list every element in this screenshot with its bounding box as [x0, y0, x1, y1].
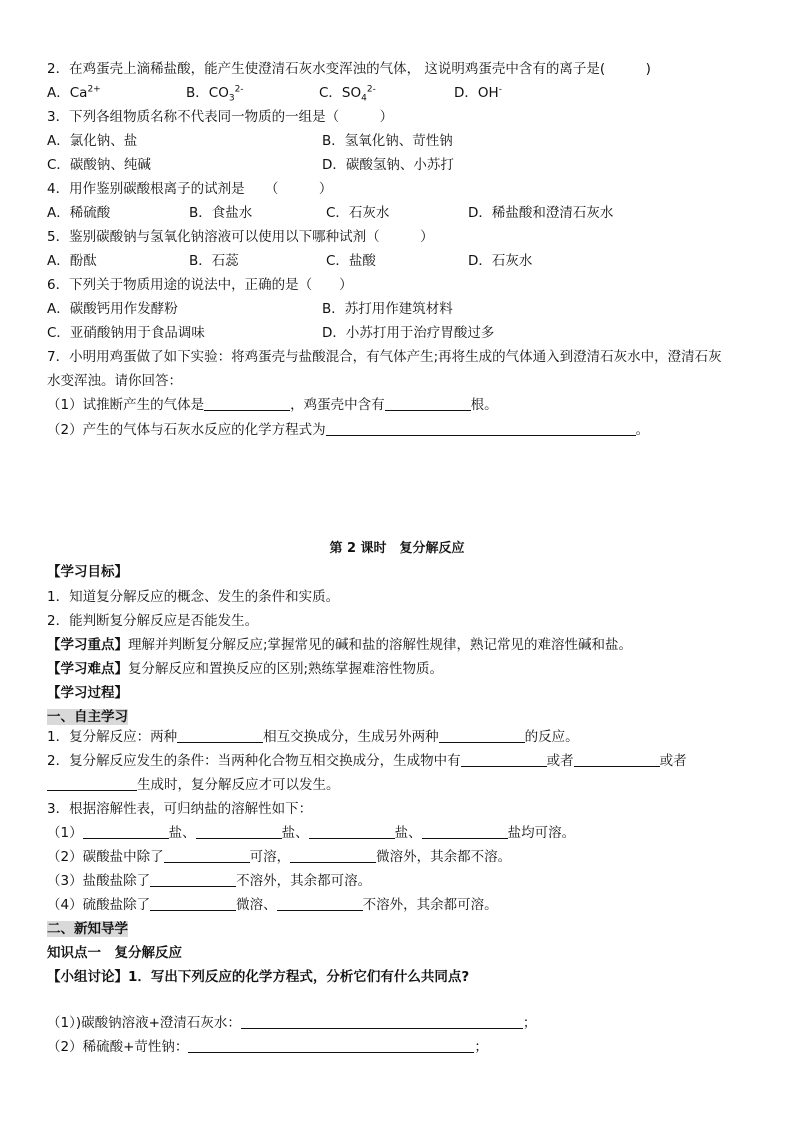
q6-option-d: D．小苏打用于治疗胃酸过多	[322, 325, 495, 341]
answer-blank[interactable]	[83, 824, 169, 839]
answer-blank[interactable]	[196, 824, 282, 839]
answer-blank[interactable]	[164, 848, 250, 863]
process-heading: 【学习过程】	[47, 685, 128, 701]
section-new-knowledge: 二、新知导学	[47, 921, 128, 937]
lesson-title: 第 2 课时 复分解反应	[329, 541, 465, 556]
goal-1: 1．知道复分解反应的概念、发生的条件和实质。	[47, 589, 340, 605]
q3-stem: 3．下列各组物质名称不代表同一物质的一组是（ ）	[47, 109, 394, 125]
q4-option-a: A．稀硫酸	[47, 205, 111, 221]
q5-option-a: A．酚酞	[47, 253, 97, 269]
q3-option-c: C．碳酸钠、纯碱	[47, 157, 151, 173]
q6-option-c: C．亚硝酸钠用于食品调味	[47, 325, 205, 341]
answer-blank[interactable]	[309, 824, 395, 839]
q5-option-d: D．石灰水	[468, 253, 533, 269]
q5-stem: 5．鉴别碳酸钠与氢氧化钠溶液可以使用以下哪种试剂（ ）	[47, 229, 434, 245]
answer-blank[interactable]	[439, 728, 525, 743]
answer-blank[interactable]	[461, 752, 547, 767]
q6-option-b: B．苏打用作建筑材料	[322, 301, 453, 317]
answer-blank[interactable]	[47, 776, 137, 791]
answer-blank[interactable]	[177, 728, 263, 743]
q2-option-c: C．$SO_4^{2-}$	[319, 84, 376, 104]
q5-option-b: B．石蕊	[189, 253, 239, 269]
goal-2: 2．能判断复分解反应是否能发生。	[47, 613, 259, 629]
answer-blank[interactable]	[150, 896, 236, 911]
reaction-2: （2）稀硫酸+苛性钠： ；	[47, 1039, 488, 1055]
q2-option-a: A．$Ca^{2+}$	[47, 84, 101, 101]
q6-option-a: A．碳酸钙用作发酵粉	[47, 301, 178, 317]
knowledge-point-1: 知识点一 复分解反应	[47, 945, 182, 961]
answer-blank[interactable]	[290, 848, 376, 863]
answer-blank[interactable]	[385, 396, 471, 411]
self-study-item-3: 3．根据溶解性表，可归纳盐的溶解性如下：	[47, 801, 313, 817]
q6-stem: 6．下列关于物质用途的说法中，正确的是（ ）	[47, 277, 353, 293]
q7-part2: （2）产生的气体与石灰水反应的化学方程式为 。	[47, 422, 650, 438]
self-study-item-2: 2．复分解反应发生的条件：当两种化合物互相交换成分，生成物中有 或者 或者	[47, 753, 687, 769]
solubility-rule-1: （1） 盐、 盐、 盐、 盐均可溶。	[47, 825, 576, 841]
q2-stem: 2．在鸡蛋壳上滴稀盐酸，能产生使澄清石灰水变浑浊的气体， 这说明鸡蛋壳中含有的离子是( )	[47, 61, 651, 77]
group-discussion: 【小组讨论】1．写出下列反应的化学方程式，分析它们有什么共同点?	[47, 969, 470, 985]
q2-option-b: B．$CO_3^{2-}$	[186, 84, 244, 104]
q4-option-c: C．石灰水	[326, 205, 390, 221]
goals-heading: 【学习目标】	[47, 564, 128, 580]
self-study-item-1: 1．复分解反应：两种 相互交换成分，生成另外两种 的反应。	[47, 729, 579, 745]
self-study-item-2-cont: 生成时，复分解反应才可以发生。	[47, 776, 340, 794]
q3-option-d: D．碳酸氢钠、小苏打	[322, 157, 454, 173]
q7-stem-line1: 7．小明用鸡蛋做了如下实验：将鸡蛋壳与盐酸混合，有气体产生;再将生成的气体通入到澄清石灰水中，澄清石灰	[47, 349, 722, 365]
answer-blank[interactable]	[574, 752, 660, 767]
section-self-study: 一、自主学习	[47, 709, 128, 725]
answer-blank[interactable]	[204, 396, 290, 411]
key-point: 【学习重点】理解并判断复分解反应;掌握常见的碱和盐的溶解性规律，熟记常见的难溶性碱和盐。	[47, 637, 633, 653]
answer-blank[interactable]	[188, 1038, 474, 1053]
q5-option-c: C．盐酸	[326, 253, 376, 269]
q7-stem-line2: 水变浑浊。请你回答：	[47, 373, 182, 389]
reaction-1: （1）)碳酸钠溶液+澄清石灰水： ；	[47, 1015, 537, 1031]
q4-option-d: D．稀盐酸和澄清石灰水	[468, 205, 614, 221]
q4-option-b: B．食盐水	[189, 205, 253, 221]
answer-blank[interactable]	[326, 421, 636, 436]
q7-part1: （1）试推断产生的气体是 ，鸡蛋壳中含有 根。	[47, 397, 498, 413]
solubility-rule-3: （3）盐酸盐除了 不溶外，其余都可溶。	[47, 873, 372, 889]
q2-option-d: D．OH-	[454, 84, 502, 101]
solubility-rule-4: （4）硫酸盐除了 微溶、 不溶外，其余都可溶。	[47, 897, 498, 913]
answer-blank[interactable]	[277, 896, 363, 911]
q3-option-b: B．氢氧化钠、苛性钠	[322, 133, 453, 149]
answer-blank[interactable]	[241, 1014, 523, 1029]
answer-blank[interactable]	[422, 824, 508, 839]
answer-blank[interactable]	[150, 872, 236, 887]
difficulty: 【学习难点】复分解反应和置换反应的区别;熟练掌握难溶性物质。	[47, 661, 444, 677]
q4-stem: 4．用作鉴别碳酸根离子的试剂是 （ ）	[47, 181, 333, 197]
q3-option-a: A．氯化钠、盐	[47, 133, 138, 149]
solubility-rule-2: （2）碳酸盐中除了 可溶， 微溶外，其余都不溶。	[47, 849, 512, 865]
